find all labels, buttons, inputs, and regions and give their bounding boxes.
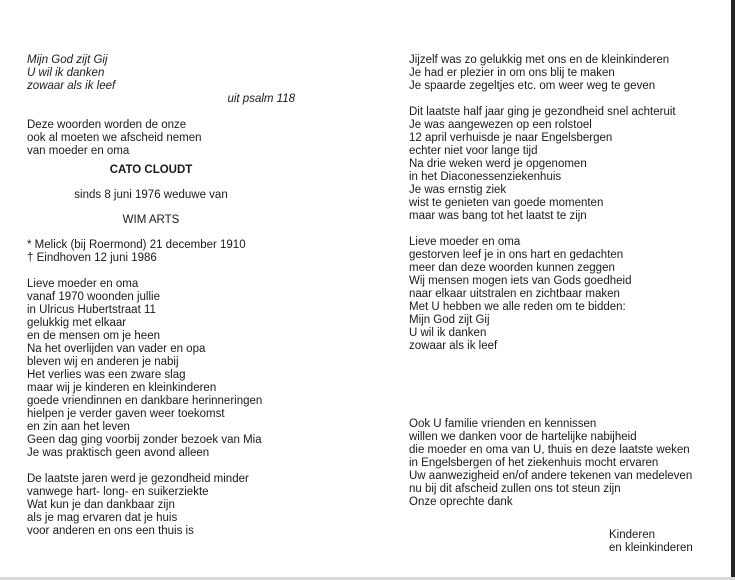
psalm-quote [27,54,327,93]
text-line: Met U hebben we alle reden om te bidden: [409,301,626,313]
text-line: Onze oprechte dank [409,496,513,508]
text-line: en de mensen om je heen [27,330,160,342]
right-column [409,54,719,509]
text-line: 12 april verhuisde je naar Engelsbergen [409,132,613,144]
death-line: † Eindhoven 12 juni 1986 [27,252,157,264]
text-line: Uw aanwezigheid en/of andere tekenen van medeleven [409,470,693,482]
text-line: willen we danken voor de hartelijke nabijheid [409,431,637,443]
psalm-line: Mijn God zijt Gij [27,54,108,66]
text-line: Je was praktisch geen avond alleen [27,447,210,459]
intro-line: Deze woorden worden de onze [27,119,187,131]
husband-name: WIM ARTS [122,214,180,226]
text-line: Lieve moeder en oma [27,278,139,290]
text-line: wist te genieten van goede momenten [409,197,604,209]
text-line: Wij mensen mogen iets van Gods goedheid [409,275,632,287]
text-line: nu bij dit afscheid zullen ons tot steun zijn [409,483,621,495]
left-column [27,54,327,538]
text-line: in het Diaconessenziekenhuis [409,171,562,183]
signature-line: Kinderen [609,529,656,541]
psalm-reference: uit psalm 118 [227,93,295,105]
psalm-line: U wil ik danken [27,67,105,79]
text-line: U wil ik danken [409,327,487,339]
text-line: echter niet voor lange tijd [409,145,538,157]
text-line: voor anderen en ons een thuis is [27,525,194,537]
text-line: Geen dag ging voorbij zonder bezoek van Mia [27,434,262,446]
text-line: zowaar als ik leef [409,340,498,352]
text-line: vanaf 1970 woonden jullie [27,291,160,303]
text-line: maar wij je kinderen en kleinkinderen [27,382,217,394]
text-line: vanwege hart- long- en suikerziekte [27,486,209,498]
text-line: bleven wij en anderen je nabij [27,356,179,368]
text-line: gestorven leef je in ons hart en gedachten [409,249,624,261]
text-line: Dit laatste half jaar ging je gezondheid snel achteruit [409,106,676,118]
left-paragraph-1 [27,278,327,460]
text-line: Je had er plezier in om ons blij te maken [409,67,615,79]
right-paragraph-2 [409,106,719,223]
right-paragraph-1 [409,54,719,93]
right-paragraph-3 [409,236,719,353]
text-line: Je was ernstig ziek [409,184,507,196]
text-line: Je spaarde zegeltjes etc. om weer weg te geven [409,80,656,92]
text-line: Na drie weken werd je opgenomen [409,158,587,170]
text-line: en zin aan het leven [27,421,130,433]
text-line: in Ulricus Hubertstraat 11 [27,304,156,316]
text-line: naar elkaar uitstralen en zichtbaar maken [409,288,620,300]
intro-line: van moeder en oma [27,145,130,157]
psalm-line: zowaar als ik leef [27,80,116,92]
signature [609,529,693,555]
scan-edge-right [731,0,735,580]
text-line: gelukkig met elkaar [27,317,127,329]
right-paragraph-4 [409,418,719,509]
text-line: Het verlies was een zware slag [27,369,186,381]
text-line: Na het overlijden van vader en opa [27,343,206,355]
birth-line: * Melick (bij Roermond) 21 december 1910 [27,239,246,251]
text-line: maar was bang tot het laatst te zijn [409,210,587,222]
text-line: Jijzelf was zo gelukkig met ons en de kleinkinderen [409,54,670,66]
intro-line: ook al moeten we afscheid nemen [27,132,202,144]
text-line: hielpen je verder gaven weer toekomst [27,408,225,420]
text-line: goede vriendinnen en dankbare herinneringen [27,395,263,407]
text-line: in Engelsbergen of het ziekenhuis mocht ervaren [409,457,659,469]
left-paragraph-2 [27,473,327,538]
intro-text [27,119,327,158]
text-line: die moeder en oma van U, thuis en deze laatste weken [409,444,690,456]
text-line: meer dan deze woorden kunnen zeggen [409,262,615,274]
text-line: Ook U familie vrienden en kennissen [409,418,597,430]
text-line: Je was aangewezen op een rolstoel [409,119,592,131]
signature-line: en kleinkinderen [609,542,693,554]
text-line: Lieve moeder en oma [409,236,521,248]
text-line: Mijn God zijt Gij [409,314,490,326]
deceased-name: CATO CLOUDT [109,164,193,176]
text-line: Wat kun je dan dankbaar zijn [27,499,175,511]
text-line: De laatste jaren werd je gezondheid minder [27,473,249,485]
widow-line: sinds 8 juni 1976 weduwe van [74,189,228,201]
text-line: als je mag ervaren dat je huis [27,512,178,524]
